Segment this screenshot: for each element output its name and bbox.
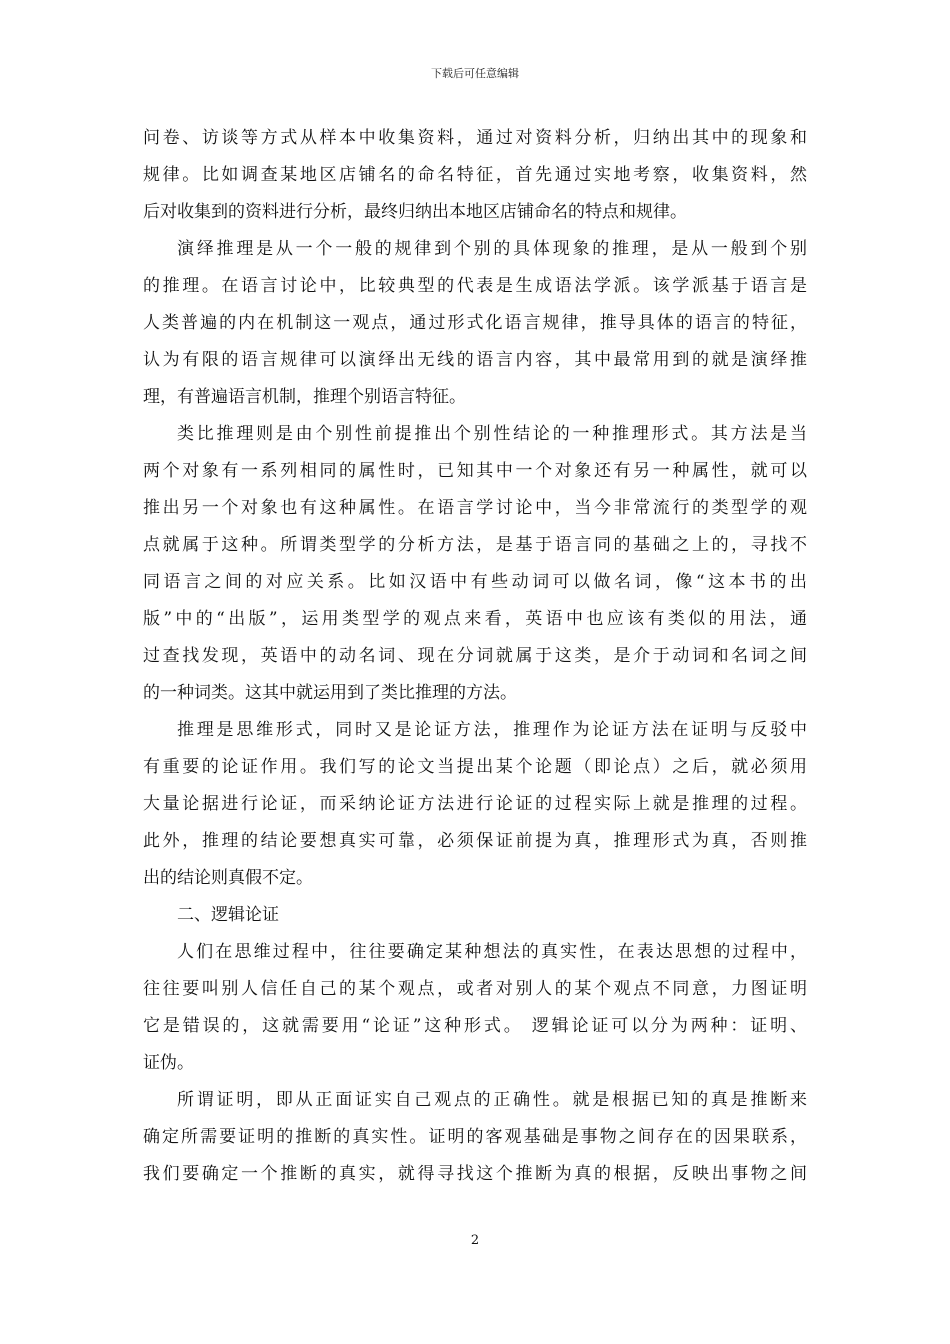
document-body — [143, 120, 807, 1193]
text-line: 推出另一个对象也有这种属性。在语言学讨论中，当今非常流行的类型学的观 — [143, 498, 807, 518]
text-line: 出的结论则真假不定。 — [143, 868, 313, 888]
text-line: 点就属于这种。所谓类型学的分析方法，是基于语言同的基础之上的，寻找不 — [143, 535, 807, 555]
text-line: 人类普遍的内在机制这一观点，通过形式化语言规律，推导具体的语言的特征， — [143, 313, 807, 333]
text-line: 演绎推理是从一个一般的规律到个别的具体现象的推理，是从一般到个别 — [177, 239, 807, 259]
text-line: 所谓证明，即从正面证实自己观点的正确性。就是根据已知的真是推断来 — [177, 1090, 807, 1110]
text-line: 理，有普遍语言机制，推理个别语言特征。 — [143, 387, 466, 407]
text-line: 证伪。 — [143, 1053, 194, 1073]
text-line: 的推理。在语言讨论中，比较典型的代表是生成语法学派。该学派基于语言是 — [143, 276, 807, 296]
text-line: 二、逻辑论证 — [177, 905, 279, 925]
text-line: 同语言之间的对应关系。比如汉语中有些动词可以做名词，像“这本书的出 — [143, 572, 807, 592]
text-line: 往往要叫别人信任自己的某个观点，或者对别人的某个观点不同意，力图证明 — [143, 979, 807, 999]
text-line: 后对收集到的资料进行分析，最终归纳出本地区店铺命名的特点和规律。 — [143, 202, 687, 222]
text-line: 此外，推理的结论要想真实可靠，必须保证前提为真，推理形式为真，否则推 — [143, 831, 807, 851]
text-line: 问卷、访谈等方式从样本中收集资料，通过对资料分析，归纳出其中的现象和 — [143, 128, 807, 148]
text-line: 规律。比如调查某地区店铺名的命名特征，首先通过实地考察，收集资料，然 — [143, 165, 807, 185]
text-line: 确定所需要证明的推断的真实性。证明的客观基础是事物之间存在的因果联系， — [143, 1127, 807, 1147]
text-line: 过查找发现，英语中的动名词、现在分词就属于这类，是介于动词和名词之间 — [143, 646, 807, 666]
text-line: 我们要确定一个推断的真实，就得寻找这个推断为真的根据，反映出事物之间 — [143, 1164, 807, 1184]
page-header: 下载后可任意编辑 — [431, 67, 519, 80]
text-line: 的一种词类。这其中就运用到了类比推理的方法。 — [143, 683, 517, 703]
page-number: 2 — [470, 1233, 480, 1248]
text-line: 它是错误的，这就需要用“论证”这种形式。 逻辑论证可以分为两种：证明、 — [143, 1016, 807, 1036]
text-line: 有重要的论证作用。我们写的论文当提出某个论题（即论点）之后，就必须用 — [143, 757, 807, 777]
text-line: 认为有限的语言规律可以演绎出无线的语言内容，其中最常用到的就是演绎推 — [143, 350, 807, 370]
text-line: 两个对象有一系列相同的属性时，已知其中一个对象还有另一种属性，就可以 — [143, 461, 807, 481]
text-line: 类比推理则是由个别性前提推出个别性结论的一种推理形式。其方法是当 — [177, 424, 807, 444]
text-line: 版”中的“出版”，运用类型学的观点来看，英语中也应该有类似的用法，通 — [143, 609, 807, 629]
text-line: 大量论据进行论证，而采纳论证方法进行论证的过程实际上就是推理的过程。 — [143, 794, 807, 814]
text-line: 人们在思维过程中，往往要确定某种想法的真实性，在表达思想的过程中， — [177, 942, 807, 962]
text-line: 推理是思维形式，同时又是论证方法，推理作为论证方法在证明与反驳中 — [177, 720, 807, 740]
